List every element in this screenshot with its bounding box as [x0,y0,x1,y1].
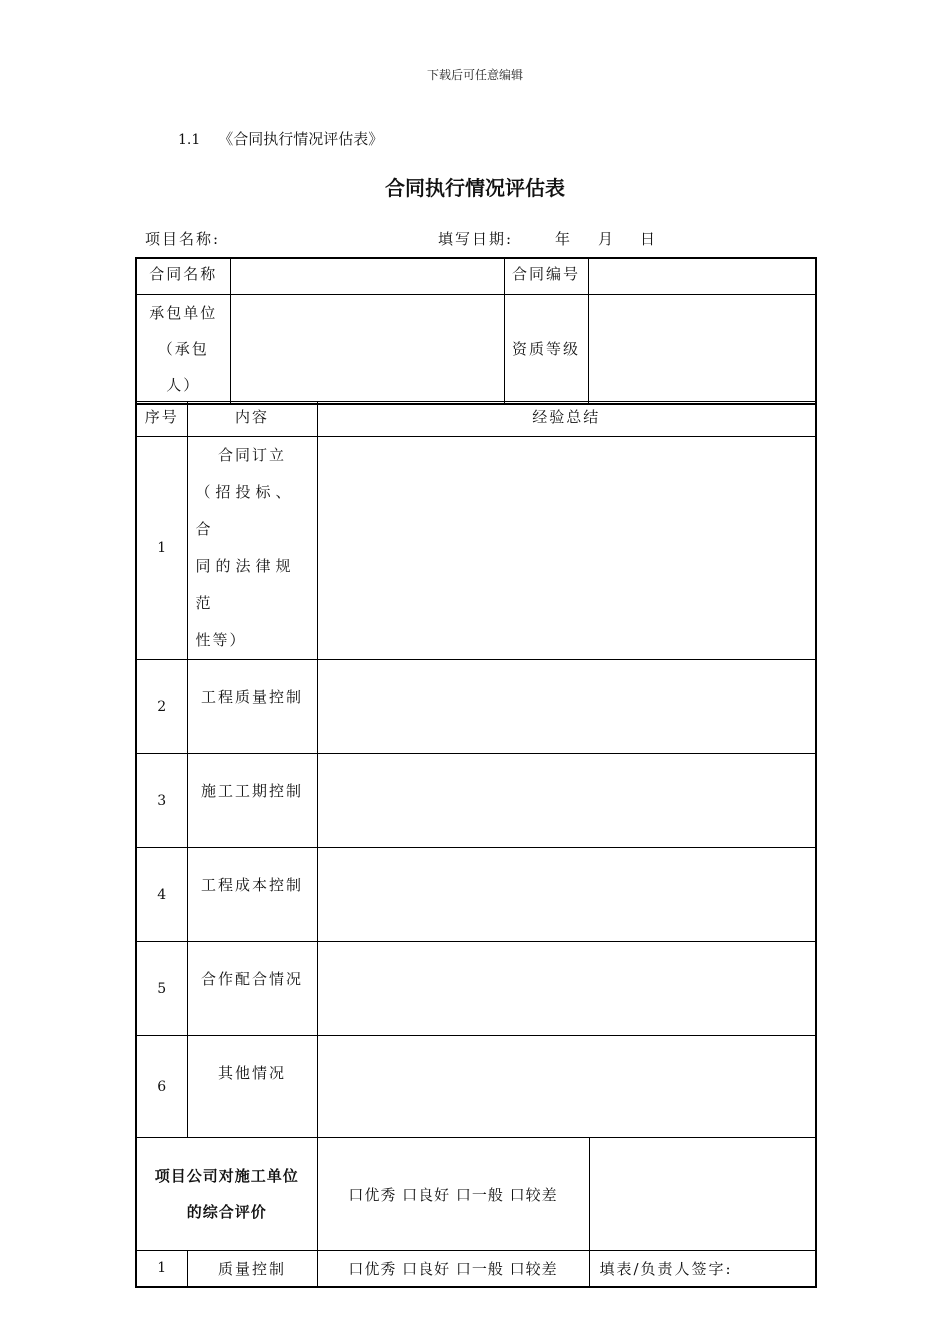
contractor-value[interactable] [230,294,504,404]
row-no: 6 [136,1036,187,1138]
row-no: 1 [136,1251,187,1287]
row-content: 工程质量控制 [187,660,317,754]
row-summary[interactable] [317,942,816,1036]
section-title [178,128,383,149]
overall-evaluation-options[interactable]: 口优秀 口良好 口一般 口较差 [317,1138,589,1251]
row-content-line: （招投标、合 [195,483,296,538]
row-content: 其他情况 [187,1036,317,1138]
row-summary[interactable] [317,660,816,754]
contractor-label-line: （承包 [157,339,209,358]
contract-no-label: 合同编号 [504,258,588,294]
row-content-line: 合同订立 [217,446,286,464]
row-no: 4 [136,848,187,942]
year-label: 年 [555,230,573,248]
overall-evaluation-line: 项目公司对施工单位 [154,1167,299,1185]
row-content: 施工工期控制 [187,754,317,848]
contract-name-value[interactable] [230,258,504,294]
row-no: 5 [136,942,187,1036]
row-summary[interactable] [317,1036,816,1138]
row-content: 工程成本控制 [187,848,317,942]
contract-no-value[interactable] [588,258,816,294]
row-summary[interactable] [317,437,816,660]
section-title-text: 《合同执行情况评估表》 [218,130,384,148]
quality-control-options[interactable]: 口优秀 口良好 口一般 口较差 [317,1251,589,1287]
row-content [187,437,317,660]
qualification-value[interactable] [588,294,816,404]
row-no: 3 [136,754,187,848]
evaluation-table [135,401,817,1288]
qualification-label: 资质等级 [504,294,588,404]
row-content-line: 同的法律规范 [195,557,296,612]
contractor-label [136,294,230,404]
header-content: 内容 [187,402,317,437]
day-label: 日 [640,230,658,248]
overall-evaluation-remark[interactable] [589,1138,816,1251]
row-content: 合作配合情况 [187,942,317,1036]
header-note: 下载后可任意编辑 [426,68,523,82]
quality-control-label: 质量控制 [187,1251,317,1287]
fill-date-label: 填写日期: [438,230,514,248]
row-summary[interactable] [317,848,816,942]
row-summary[interactable] [317,754,816,848]
contractor-label-line: 承包单位 [149,303,218,322]
header-summary: 经验总结 [317,402,816,437]
signature-label[interactable]: 填表/负责人签字: [589,1251,816,1287]
header-no: 序号 [136,402,187,437]
contract-info-table [135,257,817,405]
overall-evaluation-label [136,1138,317,1251]
contract-name-label: 合同名称 [136,258,230,294]
document-title: 合同执行情况评估表 [385,176,565,200]
month-label: 月 [598,230,616,248]
row-content-line: 性等） [195,631,247,649]
row-no: 2 [136,660,187,754]
section-number: 1.1 [178,132,201,148]
contractor-label-line: 人） [166,375,201,394]
overall-evaluation-line: 的综合评价 [186,1203,267,1221]
row-no: 1 [136,437,187,660]
project-name-label: 项目名称: [145,230,221,248]
